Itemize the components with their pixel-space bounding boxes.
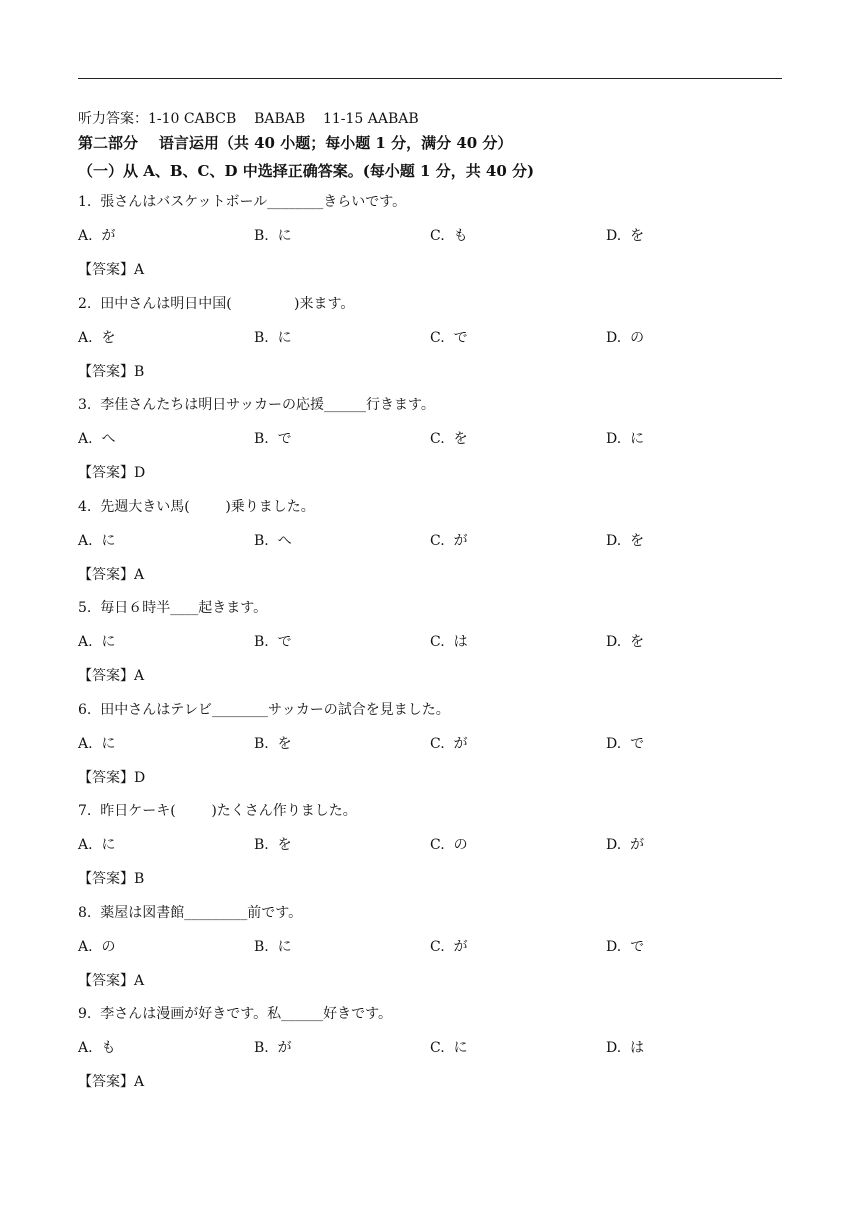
answer-label: 【答案】B [78, 871, 145, 887]
answer-label: 【答案】B [78, 363, 145, 380]
option-a: A. を [78, 329, 116, 346]
question-stem: 3. 李佳さんたちは明日サッカーの応援______行きます。 [78, 397, 435, 413]
option-c: C. の [430, 837, 468, 853]
answer-label: 【答案】A [78, 1074, 145, 1090]
option-a: A. が [78, 228, 116, 244]
option-c: C. は [430, 634, 468, 650]
option-d: D. を [606, 228, 645, 244]
option-b: B. へ [254, 532, 292, 549]
option-d: D. の [606, 329, 645, 346]
question-stem: 2. 田中さんは明日中国( )来ます。 [78, 295, 355, 312]
option-c: C. で [430, 329, 468, 346]
option-c: C. が [430, 532, 468, 549]
option-d: D. で [606, 938, 645, 955]
section1-heading: （一）从 A、B、C、D 中选择正确答案。(每小题 1 分，共 40 分) [78, 162, 535, 180]
question-stem: 5. 毎日６時半____起きます。 [78, 600, 268, 616]
option-d: D. を [606, 532, 645, 549]
option-a: A. も [78, 1040, 116, 1056]
answer-label: 【答案】A [78, 972, 145, 989]
option-a: A. へ [78, 431, 116, 447]
option-c: C. が [430, 735, 468, 752]
option-a: A. の [78, 938, 116, 955]
option-a: A. に [78, 837, 116, 853]
option-b: B. に [254, 329, 292, 346]
option-b: B. で [254, 431, 292, 447]
option-d: D. で [606, 735, 645, 752]
option-b: B. で [254, 634, 292, 650]
option-d: D. を [606, 634, 645, 650]
question-stem: 1. 張さんはバスケットボール________きらいです。 [78, 194, 407, 210]
option-b: B. が [254, 1040, 292, 1056]
option-d: D. に [606, 431, 645, 447]
question-stem: 8. 薬屋は図書館_________前です。 [78, 904, 303, 921]
question-stem: 9. 李さんは漫画が好きです。私______好きです。 [78, 1006, 393, 1022]
option-d: D. が [606, 837, 645, 853]
option-a: A. に [78, 532, 116, 549]
answer-label: 【答案】A [78, 668, 145, 684]
option-b: B. を [254, 837, 292, 853]
question-stem: 4. 先週大きい馬( )乗りました。 [78, 498, 315, 515]
option-b: B. を [254, 735, 292, 752]
answer-label: 【答案】D [78, 465, 146, 481]
answer-label: 【答案】D [78, 769, 146, 786]
option-c: C. に [430, 1040, 468, 1056]
option-b: B. に [254, 228, 292, 244]
part2-heading: 第二部分 语言运用（共 40 小题；每小题 1 分，满分 40 分） [78, 134, 513, 152]
option-a: A. に [78, 634, 116, 650]
question-stem: 7. 昨日ケーキ( )たくさん作りました。 [78, 803, 357, 819]
option-c: C. を [430, 431, 468, 447]
option-b: B. に [254, 938, 292, 955]
option-c: C. が [430, 938, 468, 955]
option-c: C. も [430, 228, 468, 244]
answer-label: 【答案】A [78, 262, 145, 278]
option-a: A. に [78, 735, 116, 752]
header-rule [78, 78, 782, 79]
answer-label: 【答案】A [78, 566, 145, 583]
option-d: D. は [606, 1040, 645, 1056]
listening-answers: 听力答案：1-10 CABCB BABAB 11-15 AABAB [78, 111, 419, 127]
question-stem: 6. 田中さんはテレビ________サッカーの試合を見ました。 [78, 701, 450, 718]
